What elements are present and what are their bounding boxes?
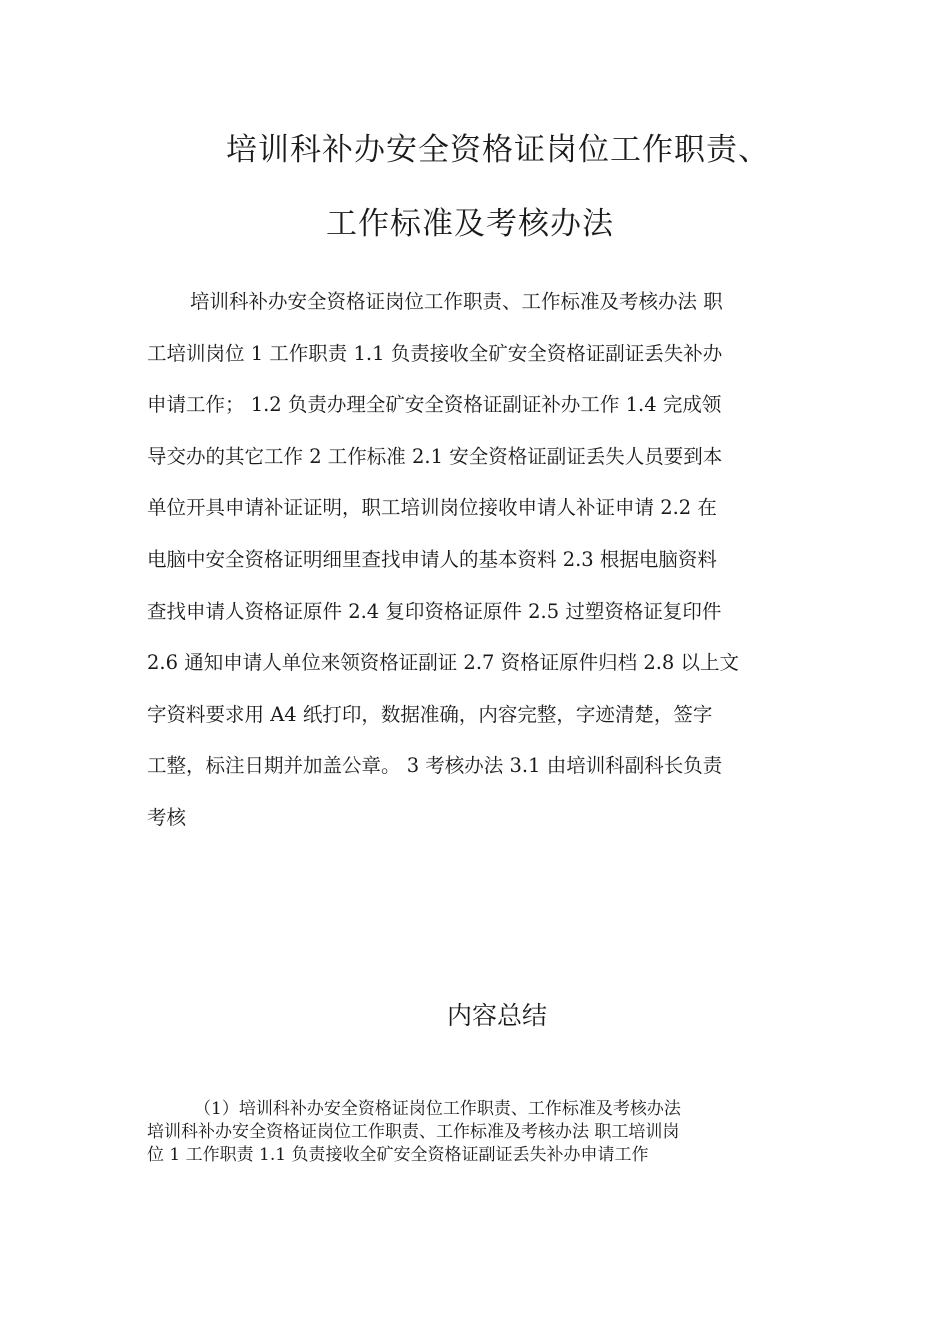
document-title-line-1: 培训科补办安全资格证岗位工作职责、 xyxy=(226,132,770,168)
summary-heading: 内容总结 xyxy=(447,1001,548,1030)
body-line: 工培训岗位 1 工作职责 1.1 负责接收全矿安全资格证副证丢失补办 xyxy=(147,341,723,365)
body-line: 2.6 通知申请人单位来领资格证副证 2.7 资格证原件归档 2.8 以上文 xyxy=(147,651,740,675)
body-line: 字资料要求用 A4 纸打印，数据准确，内容完整，字迹清楚，签字 xyxy=(147,702,713,726)
body-line: 单位开具申请补证证明，职工培训岗位接收申请人补证申请 2.2 在 xyxy=(147,496,717,520)
body-line: 电脑中安全资格证明细里查找申请人的基本资料 2.3 根据电脑资料 xyxy=(147,547,717,571)
body-line: 查找申请人资格证原件 2.4 复印资格证原件 2.5 过塑资格证复印件 xyxy=(147,599,722,623)
document-title-line-2: 工作标准及考核办法 xyxy=(326,206,614,242)
summary-line: 培训科补办安全资格证岗位工作职责、工作标准及考核办法 职工培训岗 xyxy=(147,1122,680,1142)
body-paragraph xyxy=(147,276,807,844)
body-line: 培训科补办安全资格证岗位工作职责、工作标准及考核办法 职 xyxy=(190,290,723,313)
summary-line: 位 1 工作职责 1.1 负责接收全矿安全资格证副证丢失补办申请工作 xyxy=(147,1145,649,1165)
body-line: 工整，标注日期并加盖公章。 3 考核办法 3.1 由培训科副科长负责 xyxy=(147,754,723,778)
summary-line: （1）培训科补办安全资格证岗位工作职责、工作标准及考核办法 xyxy=(194,1099,681,1119)
body-line: 申请工作； 1.2 负责办理全矿安全资格证副证补办工作 1.4 完成领 xyxy=(147,393,722,417)
body-line: 导交办的其它工作 2 工作标准 2.1 安全资格证副证丢失人员要到本 xyxy=(147,444,723,468)
summary-paragraph xyxy=(147,1098,807,1167)
body-line: 考核 xyxy=(147,805,187,829)
